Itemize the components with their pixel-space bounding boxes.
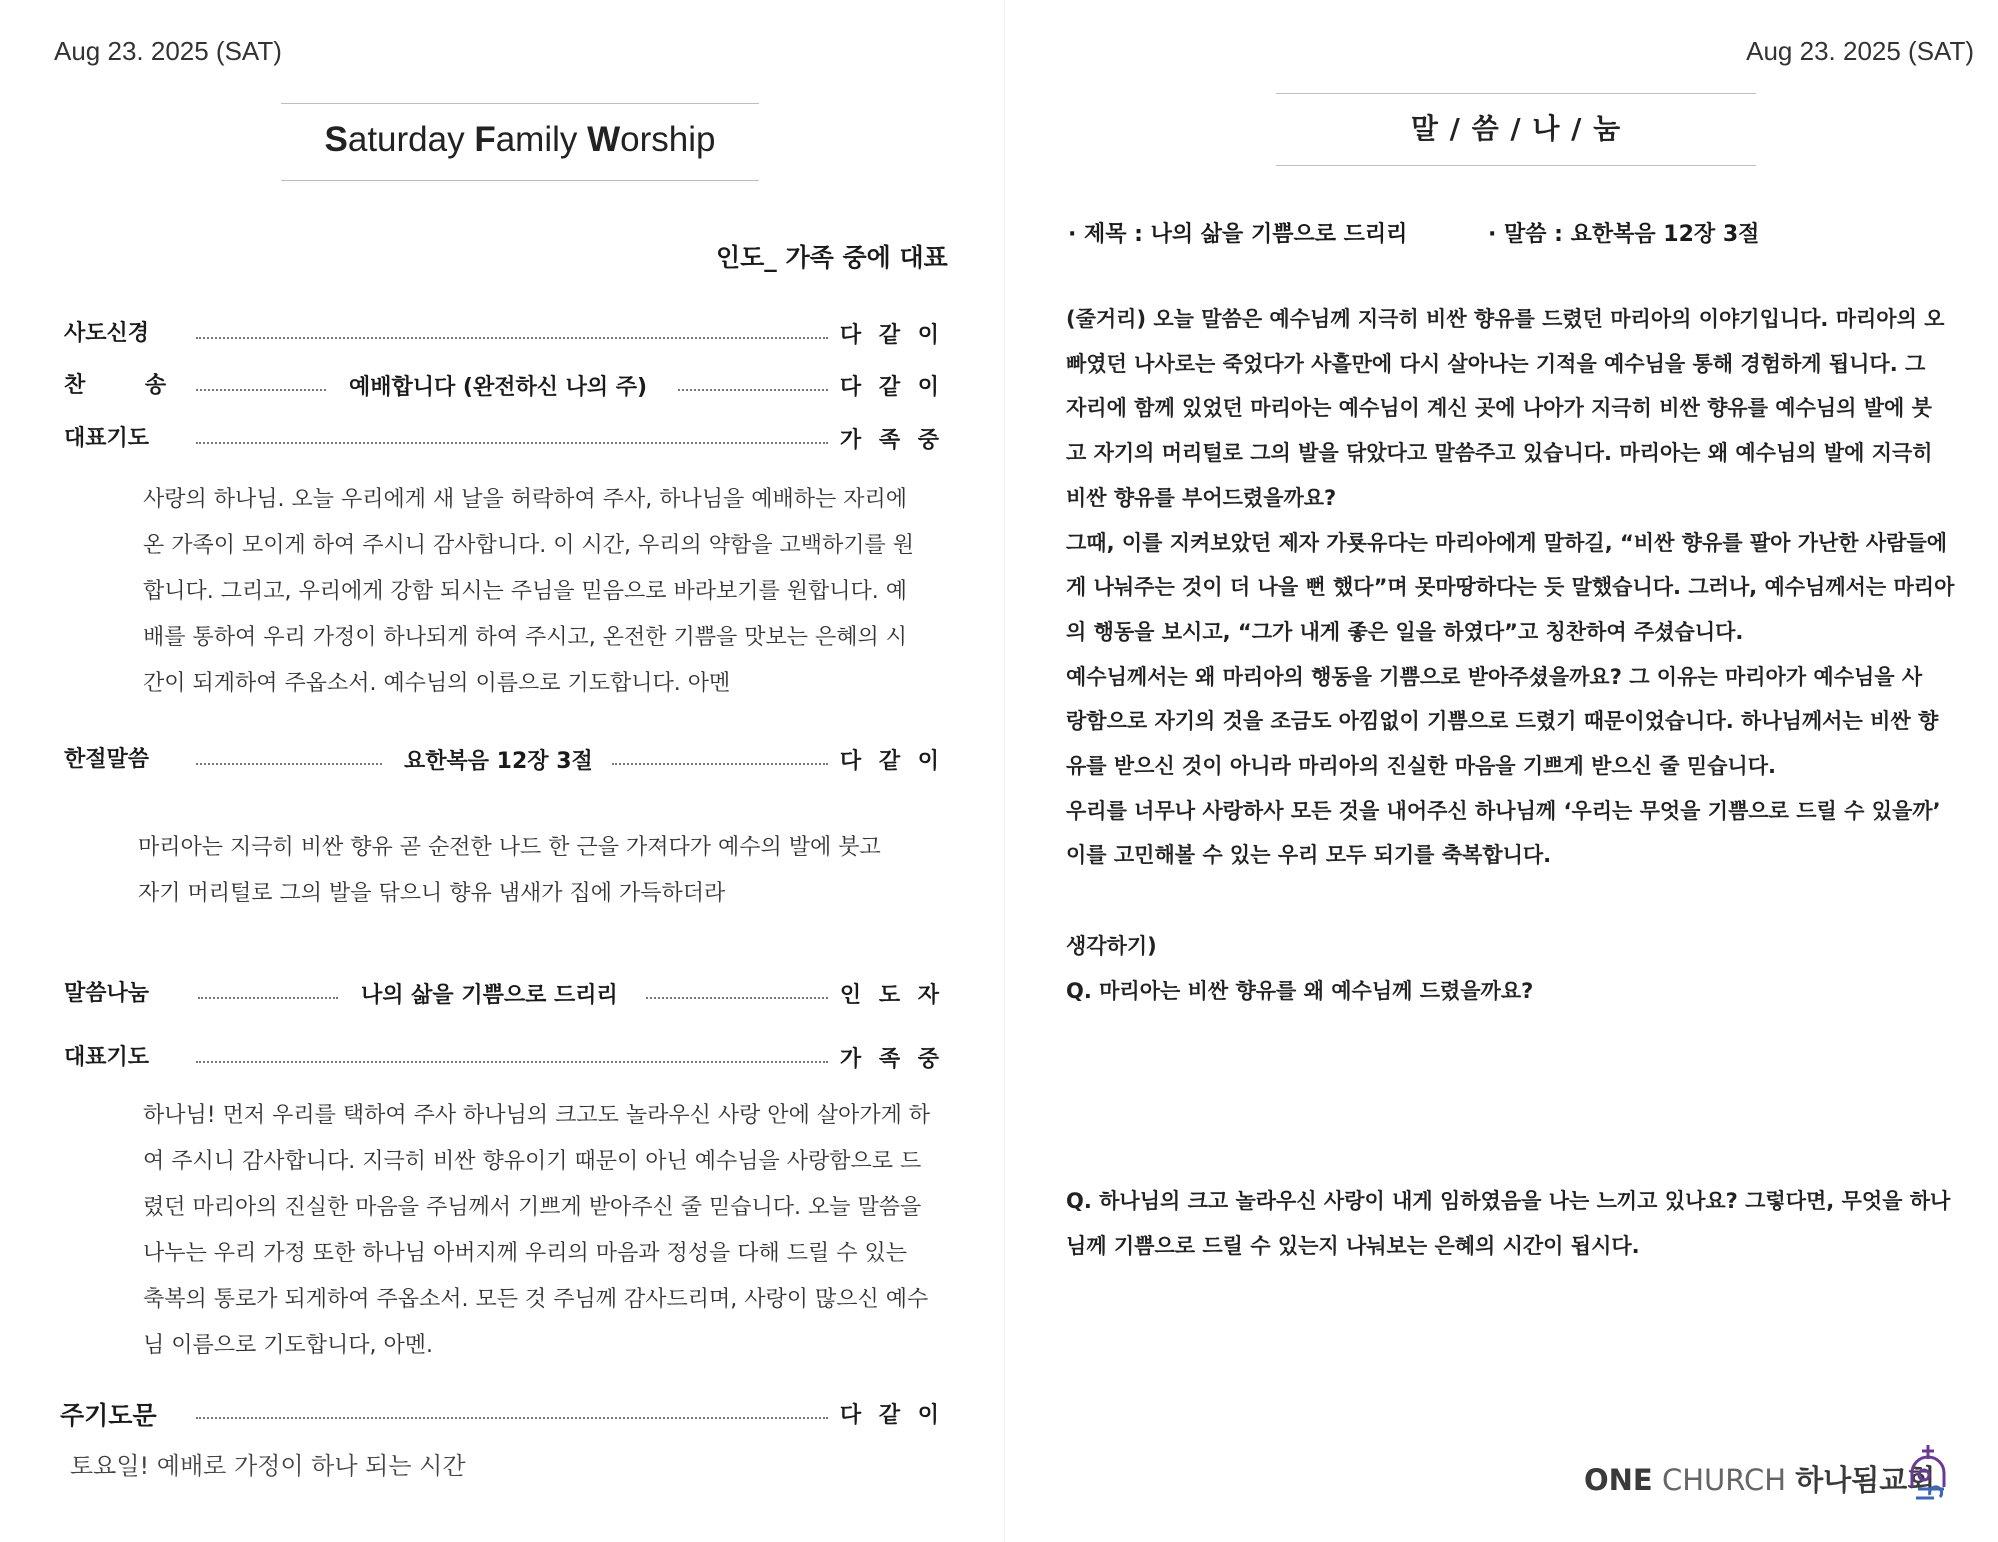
dot-leader [646, 997, 828, 999]
scripture-text: 마리아는 지극히 비싼 향유 곧 순전한 나드 한 근을 가져다가 예수의 발에 붓고 자기 머리털로 그의 발을 닦으니 향유 냄새가 집에 가득하더라 [138, 835, 881, 906]
order-who: 인 도 자 [839, 983, 944, 1008]
right-date: Aug 23. 2025 (SAT) [1746, 36, 1974, 66]
order-row-verse [64, 742, 944, 778]
order-row-prayer2 [64, 1040, 944, 1076]
order-label: 사도신경 [64, 321, 150, 346]
sermon-passage: · 말씀 : 요한복음 12장 3절 [1488, 222, 1760, 247]
sharing-heading: 말 / 씀 / 나 / 눔 [1410, 112, 1622, 145]
verse-reference: 요한복음 12장 3절 [404, 749, 593, 774]
sermon-topic: · 제목 : 나의 삶을 기쁨으로 드리리 [1068, 222, 1408, 247]
sharing-title-box [1276, 93, 1756, 166]
dot-leader [196, 389, 326, 391]
order-who: 다 같 이 [839, 749, 944, 774]
dot-leader [678, 389, 828, 391]
opening-prayer: 사랑의 하나님. 오늘 우리에게 새 날을 허락하여 주사, 하나님을 예배하는 자리에 온 가족이 모이게 하여 주시니 감사합니다. 이 시간, 우리의 약함을 고백하기를 원 합니다. 그리고, 우리에게 강함 되시는 주님을 믿음으로 바라보기를 원합니다. 예 배를 통하여 우리 가정이 하나되게 하여 주시고, 온전한 기쁨을 맛보는 은혜의 시 간이 되게하여 주옵소서. 예수님의 이름으로 기도합니다. 아멘 [143, 487, 914, 696]
think-label: 생각하기) [1066, 934, 1157, 958]
order-row-sharing [64, 976, 944, 1012]
order-who: 다 같 이 [839, 375, 944, 400]
order-label: 주기도문 [60, 1401, 157, 1430]
worship-title-box [281, 103, 759, 181]
order-label: 대표기도 [64, 1045, 150, 1070]
question-2: Q. 하나님의 크고 놀라우신 사랑이 내게 임하였음을 나는 느끼고 있나요? 그렇다면, 무엇을 하나 님께 기쁨으로 드릴 수 있는지 나눠보는 은혜의 시간이 됩시다. [1066, 1189, 1951, 1258]
church-brand [1584, 1458, 1935, 1499]
leader-line: 인도_ 가족 중에 대표 [716, 243, 948, 272]
brand-one: ONE [1584, 1463, 1653, 1497]
dot-leader [196, 337, 828, 339]
hymn-title: 예배합니다 (완전하신 나의 주) [349, 375, 648, 400]
order-row-hymn [64, 368, 944, 404]
order-who: 다 같 이 [839, 323, 944, 348]
order-label: 말씀나눔 [64, 981, 150, 1006]
dot-leader [196, 1061, 828, 1063]
church-logo-icon [1904, 1443, 1956, 1503]
sharing-title: 나의 삶을 기쁨으로 드리리 [361, 983, 618, 1008]
order-label: 찬 송 [64, 373, 193, 398]
dot-leader [196, 442, 828, 444]
dot-leader [198, 997, 338, 999]
order-who: 가 족 중 [839, 1047, 944, 1072]
dot-leader [196, 763, 382, 765]
order-label: 대표기도 [64, 426, 150, 451]
order-row-prayer1 [64, 421, 944, 457]
dot-leader [196, 1417, 828, 1419]
order-row-creed [64, 316, 944, 352]
left-date: Aug 23. 2025 (SAT) [54, 36, 282, 66]
order-who: 가 족 중 [839, 428, 944, 453]
brand-korean-name: 하나됨교회 [1795, 1463, 1936, 1497]
brand-church: CHURCH [1652, 1463, 1796, 1497]
order-row-lords-prayer [60, 1396, 944, 1432]
weekly-theme: 토요일! 예배로 가정이 하나 되는 시간 [70, 1452, 466, 1480]
order-who: 다 같 이 [839, 1403, 944, 1428]
worship-title: Saturday Family Worship [324, 120, 716, 159]
sermon-summary: (줄거리) 오늘 말씀은 예수님께 지극히 비싼 향유를 드렸던 마리아의 이야기입니다. 마리아의 오 빠였던 나사로는 죽었다가 사흘만에 다시 살아나는 기적을 예수님을 통해 경험하게 됩니다. 그 자리에 함께 있었던 마리아는 예수님이 계신 곳에 나아가 지극히 비싼 향유를 예수님의 발에 붓 고 자기의 머리털로 그의 발을 닦았다고 말씀주고 있습니다. 마리아는 왜 예수님의 발에 지극히 비싼 향유를 부어드렸을까요? 그때, 이를 지켜보았던 제자 가룟유다는 마리아에게 말하길, “비싼 향유를 팔아 가난한 사람들에 게 나눠주는 것이 더 나을 뻔 했다”며 못마땅하다는 듯 말했습니다. 그러나, 예수님께서는 마리아 의 행동을 보시고, “그가 내게 좋은 일을 하였다”고 칭찬하여 주셨습니다. 예수님께서는 왜 마리아의 행동을 기쁨으로 받아주셨을까요? 그 이유는 마리아가 예수님을 사 랑함으로 자기의 것을 조금도 아낌없이 기쁨으로 드렸기 때문이었습니다. 하나님께서는 비싼 향 유를 받으신 것이 아니라 마리아의 진실한 마음을 기쁘게 받으신 줄 믿습니다. 우리를 너무나 사랑하사 모든 것을 내어주신 하나님께 ‘우리는 무엇을 기쁨으로 드릴 수 있을까’ 이를 고민해볼 수 있는 우리 모두 되기를 축복합니다. [1066, 307, 1955, 868]
order-label: 한절말씀 [64, 747, 150, 772]
dot-leader [612, 763, 828, 765]
page-divider [1004, 0, 1005, 1542]
closing-prayer: 하나님! 먼저 우리를 택하여 주사 하나님의 크고도 놀라우신 사랑 안에 살아가게 하 여 주시니 감사합니다. 지극히 비싼 향유이기 때문이 아닌 예수님을 사랑함으로 드 렸던 마리아의 진실한 마음을 주님께서 기쁘게 받아주신 줄 믿습니다. 오늘 말씀을 나누는 우리 가정 또한 하나님 아버지께 우리의 마음과 정성을 다해 드릴 수 있는 축복의 통로가 되게하여 주옵소서. 모든 것 주님께 감사드리며, 사랑이 많으신 예수 님 이름으로 기도합니다, 아멘. [143, 1103, 931, 1358]
question-1: Q. 마리아는 비싼 향유를 왜 예수님께 드렸을까요? [1066, 979, 1534, 1003]
